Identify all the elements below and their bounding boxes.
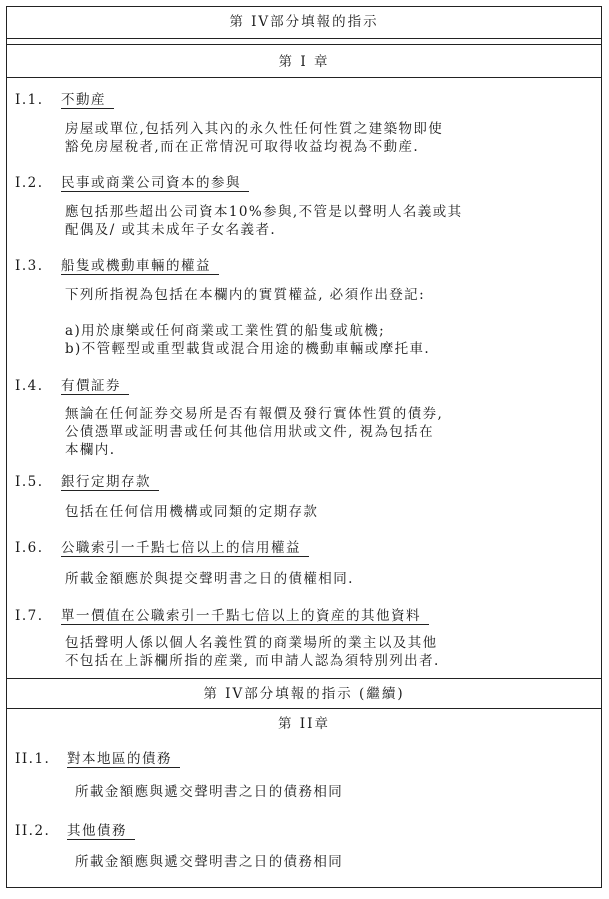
item-body: 無論在任何証券交易所是否有報價及發行實体性質的債券, 公債憑單或証明書或任何其他信用狀或文件, 視為包括在 本欄内.: [65, 406, 444, 458]
item-body: 包括在任何信用機構或同類的定期存款: [65, 504, 319, 520]
item-title: 銀行定期存款: [61, 474, 159, 491]
item-heading: [15, 171, 249, 191]
item-heading: [15, 747, 180, 767]
item-body: 下列所指視為包括在本欄内的實質權益, 必須作出登記: a)用於康樂或任何商業或工業性質的船隻或航機; b)不管輕型或重型載貨或混合用途的機動車輛或摩托車.: [65, 287, 431, 357]
part2-section: [7, 739, 601, 887]
item-heading: [15, 819, 135, 839]
part1-header: 第 IV部分填報的指示: [7, 7, 601, 39]
part1-section: [7, 78, 601, 679]
item-number: I.5.: [15, 474, 44, 490]
item-heading: [15, 536, 309, 556]
item-number: I.7.: [15, 608, 44, 624]
item-title: 其他債務: [67, 823, 135, 840]
item-title: 有價証券: [61, 378, 129, 395]
item-heading: [15, 254, 219, 274]
part1-chapter-title: 第 I 章: [7, 44, 601, 78]
item-title: 不動産: [61, 92, 114, 109]
item-title: 公職索引一千點七倍以上的信用權益: [61, 540, 309, 557]
item-title: 對本地區的債務: [67, 751, 180, 768]
item-number: I.2.: [15, 175, 44, 191]
item-number: I.6.: [15, 540, 44, 556]
part2-header: 第 IV部分填報的指示 (繼續): [7, 679, 601, 709]
instructions-document: [6, 6, 602, 888]
item-title: 單一價值在公職索引一千點七倍以上的資産的其他資料: [61, 608, 429, 625]
item-body: 所載金額應於與提交聲明書之日的債權相同.: [65, 571, 354, 587]
item-number: I.4.: [15, 378, 44, 394]
item-heading: [15, 88, 114, 108]
item-body: 所載金額應與遞交聲明書之日的債務相同: [75, 854, 344, 870]
item-body: 房屋或單位,包括列入其內的永久性任何性質之建築物即使 豁免房屋稅者,而在正常情況可取得收益均視為不動産.: [65, 121, 444, 155]
item-body: 所載金額應與遞交聲明書之日的債務相同: [75, 784, 344, 800]
item-body: 應包括那些超出公司資本10%参與,不管是以聲明人名義或其 配偶及/ 或其未成年子女名義者.: [65, 204, 463, 238]
part2-chapter-title: 第 II章: [278, 716, 330, 732]
item-heading: [15, 604, 429, 624]
item-title: 民事或商業公司資本的参與: [61, 175, 249, 192]
item-heading: [15, 470, 159, 490]
item-number: I.3.: [15, 258, 44, 274]
item-body: 包括聲明人係以個人名義性質的商業場所的業主以及其他 不包括在上訴欄所指的産業, 而申請人認為須特別列出者.: [65, 635, 440, 669]
item-number: II.1.: [15, 751, 51, 767]
item-title: 船隻或機動車輛的權益: [61, 258, 219, 275]
item-number: I.1.: [15, 92, 44, 108]
item-number: II.2.: [15, 823, 51, 839]
item-heading: [15, 374, 129, 394]
